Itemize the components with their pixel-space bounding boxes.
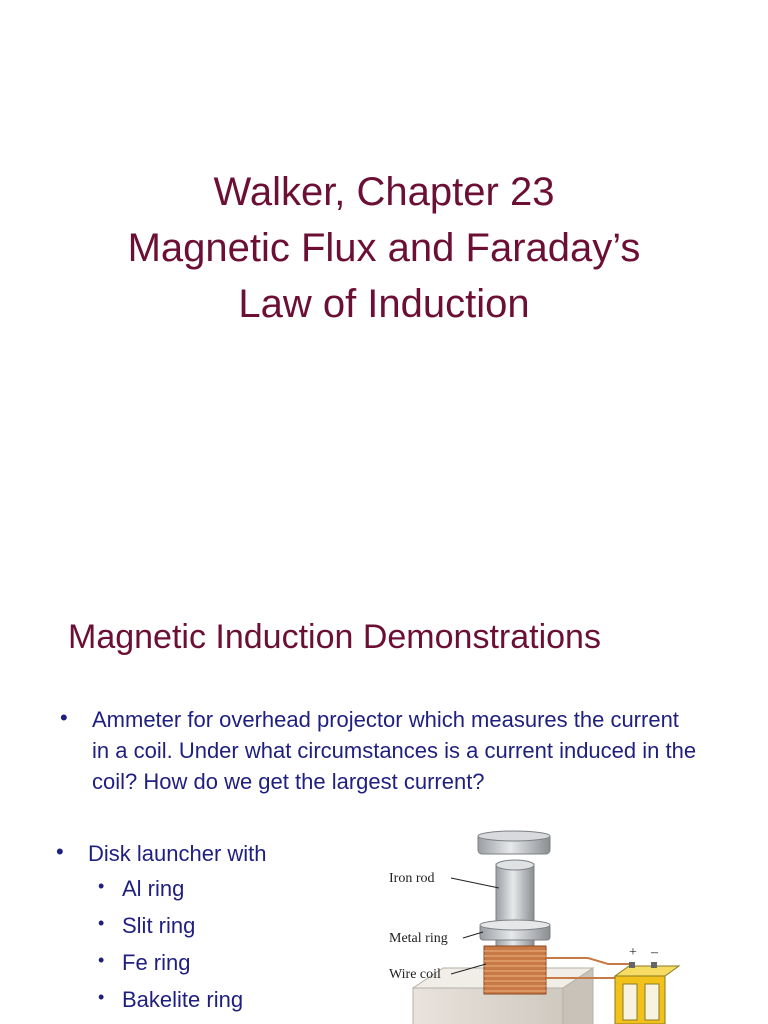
bullet-glyph: • (98, 913, 105, 933)
wire-coil-label: Wire coil (389, 967, 441, 982)
slide-title: Magnetic Induction Demonstrations (68, 618, 601, 656)
label-iron-rod (389, 871, 499, 888)
title-line-1: Walker, Chapter 23 (213, 170, 555, 214)
battery-minus-label: – (651, 945, 658, 960)
top-disk (478, 831, 550, 854)
sub-item-label: Al ring (122, 876, 185, 901)
bullet-glyph: • (98, 950, 105, 970)
bullet-text: Ammeter for overhead projector which measures the current in a coil. Under what circumstances is a current induced in the coil? How do we get the largest current? (92, 707, 697, 794)
sub-item-slit-ring (98, 911, 195, 941)
title-slide-heading (0, 164, 768, 332)
bullet-glyph: • (56, 839, 64, 864)
disk-launcher-diagram (383, 828, 768, 1024)
battery (615, 962, 679, 1024)
bullet-ammeter (60, 704, 700, 797)
wire-coil (484, 946, 546, 994)
title-line-3: Law of Induction (238, 282, 530, 326)
bullet-glyph: • (60, 705, 68, 730)
title-line-2: Magnetic Flux and Faraday’s (127, 226, 641, 270)
sub-item-al-ring (98, 874, 184, 904)
iron-rod-label: Iron rod (389, 871, 435, 886)
bullet-glyph: • (98, 987, 105, 1007)
sub-item-bakelite-ring (98, 985, 243, 1015)
label-metal-ring (389, 931, 483, 946)
bullet-disk-launcher (56, 838, 376, 869)
sub-item-label: Bakelite ring (122, 987, 244, 1012)
battery-plus-label: + (629, 945, 637, 960)
demonstrations-slide (0, 580, 768, 1024)
sub-item-label: Slit ring (122, 913, 196, 938)
bullet-glyph: • (98, 876, 105, 896)
metal-ring-label: Metal ring (389, 931, 448, 946)
sub-item-fe-ring (98, 948, 190, 978)
sub-item-label: Fe ring (122, 950, 191, 975)
bullet-text: Disk launcher with (88, 841, 267, 866)
metal-ring (480, 920, 550, 940)
